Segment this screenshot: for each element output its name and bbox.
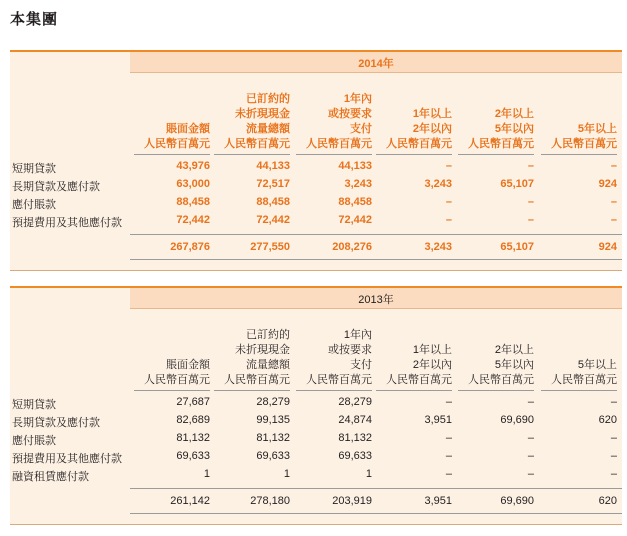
table-cell: 28,279 <box>256 396 290 408</box>
table-cell: – <box>610 396 617 408</box>
table-cell: 3,243 <box>344 178 372 190</box>
page-title: 本集團 <box>10 11 59 28</box>
total-cell: 65,107 <box>500 241 534 253</box>
table-cell: – <box>527 468 534 480</box>
header-underline <box>296 390 372 391</box>
table-cell: 43,976 <box>176 160 210 172</box>
table-2014 <box>10 50 622 271</box>
column-header-line: 1年內 <box>343 93 372 105</box>
header-underline <box>134 154 210 155</box>
table-cell: 620 <box>598 414 617 426</box>
column-header-line: 已訂約的 <box>246 329 290 341</box>
table-cell: – <box>610 432 617 444</box>
table-cell: 28,279 <box>338 396 372 408</box>
header-underline <box>296 154 372 155</box>
column-header <box>130 122 210 152</box>
table-row <box>10 394 622 411</box>
table-cell: – <box>445 160 452 172</box>
column-header-line: 人民幣百萬元 <box>551 374 617 386</box>
column-header-line: 5年以內 <box>494 359 534 371</box>
table-cell: 88,458 <box>256 196 290 208</box>
row-label: 預提費用及其他應付款 <box>12 217 122 229</box>
column-header-line: 賬面金額 <box>166 123 210 135</box>
column-header <box>292 328 372 388</box>
table-cell: – <box>610 468 617 480</box>
table-cell: 72,442 <box>256 214 290 226</box>
column-header-line: 1年以上 <box>412 344 452 356</box>
table-row <box>10 466 622 483</box>
year-label: 2013年 <box>358 294 394 306</box>
table-cell: – <box>610 214 617 226</box>
column-header-line: 人民幣百萬元 <box>468 374 534 386</box>
table-cell: 1 <box>203 468 210 480</box>
table-cell: 1 <box>365 468 372 480</box>
total-bottom-rule <box>130 259 622 260</box>
column-header-line: 未折現現金 <box>235 108 290 120</box>
row-label: 短期貸款 <box>12 399 56 411</box>
table-cell: 63,000 <box>176 178 210 190</box>
column-header-line: 人民幣百萬元 <box>224 138 290 150</box>
column-header-line: 人民幣百萬元 <box>386 374 452 386</box>
table-cell: 65,107 <box>500 178 534 190</box>
table-cell: 81,132 <box>338 432 372 444</box>
total-cell: 208,276 <box>332 241 372 253</box>
column-header-line: 人民幣百萬元 <box>386 138 452 150</box>
table-cell: – <box>527 214 534 226</box>
column-header-line: 人民幣百萬元 <box>306 374 372 386</box>
table-cell: – <box>527 396 534 408</box>
column-header-line: 支付 <box>350 359 372 371</box>
header-underline <box>541 390 617 391</box>
column-header-line: 人民幣百萬元 <box>551 138 617 150</box>
table-cell: – <box>445 468 452 480</box>
table-cell: 924 <box>598 178 617 190</box>
table-row <box>10 176 622 193</box>
row-label: 長期貸款及應付款 <box>12 181 100 193</box>
column-header <box>537 358 617 388</box>
table-body <box>10 52 622 270</box>
table-cell: 27,687 <box>176 396 210 408</box>
table-cell: – <box>527 432 534 444</box>
table-cell: 72,442 <box>176 214 210 226</box>
table-cell: 44,133 <box>338 160 372 172</box>
row-label: 融資租賃應付款 <box>12 471 89 483</box>
table-cell: – <box>527 160 534 172</box>
column-header-line: 人民幣百萬元 <box>306 138 372 150</box>
row-label: 長期貸款及應付款 <box>12 417 100 429</box>
column-header-line: 賬面金額 <box>166 359 210 371</box>
header-underline <box>376 154 452 155</box>
row-label: 短期貸款 <box>12 163 56 175</box>
column-header <box>454 107 534 152</box>
table-cell: 82,689 <box>176 414 210 426</box>
header-underline <box>458 154 534 155</box>
table-cell: 24,874 <box>338 414 372 426</box>
table-2013 <box>10 286 622 525</box>
header-underline <box>134 390 210 391</box>
total-cell: 261,142 <box>170 495 210 507</box>
total-rule <box>130 488 622 489</box>
total-cell: 277,550 <box>250 241 290 253</box>
column-header <box>372 107 452 152</box>
total-bottom-rule <box>130 513 622 514</box>
column-header-line: 5年以內 <box>494 123 534 135</box>
column-header-line: 2年以上 <box>494 108 534 120</box>
column-header-line: 2年以上 <box>494 344 534 356</box>
column-header <box>372 343 452 388</box>
table-cell: 72,517 <box>256 178 290 190</box>
table-cell: – <box>445 196 452 208</box>
table-cell: 88,458 <box>338 196 372 208</box>
column-header-line: 人民幣百萬元 <box>144 374 210 386</box>
bottom-rule <box>10 270 622 271</box>
table-cell: 3,243 <box>424 178 452 190</box>
column-header-line: 人民幣百萬元 <box>224 374 290 386</box>
header-underline <box>214 390 290 391</box>
row-label: 應付賬款 <box>12 199 56 211</box>
header-underline <box>214 154 290 155</box>
table-cell: 72,442 <box>338 214 372 226</box>
table-cell: – <box>610 450 617 462</box>
column-header-line: 2年以內 <box>412 123 452 135</box>
column-header-line: 1年以上 <box>412 108 452 120</box>
column-header <box>292 92 372 152</box>
total-cell: 3,243 <box>424 241 452 253</box>
total-cell: 278,180 <box>250 495 290 507</box>
table-cell: – <box>445 432 452 444</box>
column-header-line: 已訂約的 <box>246 93 290 105</box>
column-header-line: 流量總額 <box>246 123 290 135</box>
total-cell: 3,951 <box>424 495 452 507</box>
total-row <box>10 239 622 256</box>
table-cell: 99,135 <box>256 414 290 426</box>
table-body <box>10 288 622 524</box>
column-header <box>210 92 290 152</box>
column-header-line: 5年以上 <box>577 123 617 135</box>
column-header-line: 人民幣百萬元 <box>144 138 210 150</box>
total-cell: 203,919 <box>332 495 372 507</box>
row-label: 應付賬款 <box>12 435 56 447</box>
table-cell: – <box>610 160 617 172</box>
total-rule <box>130 234 622 235</box>
table-cell: – <box>445 396 452 408</box>
column-header-line: 未折現現金 <box>235 344 290 356</box>
table-cell: 69,690 <box>500 414 534 426</box>
header-underline <box>458 390 534 391</box>
table-row <box>10 158 622 175</box>
column-header-line: 人民幣百萬元 <box>468 138 534 150</box>
column-header-line: 1年內 <box>343 329 372 341</box>
total-cell: 620 <box>598 495 617 507</box>
row-label: 預提費用及其他應付款 <box>12 453 122 465</box>
table-cell: – <box>610 196 617 208</box>
table-row <box>10 212 622 229</box>
table-cell: 69,633 <box>256 450 290 462</box>
table-cell: 44,133 <box>256 160 290 172</box>
table-cell: 81,132 <box>176 432 210 444</box>
table-cell: 88,458 <box>176 196 210 208</box>
column-header <box>130 358 210 388</box>
table-cell: 69,633 <box>338 450 372 462</box>
table-row <box>10 194 622 211</box>
total-row <box>10 493 622 510</box>
column-header-line: 支付 <box>350 123 372 135</box>
table-row <box>10 430 622 447</box>
column-header-line: 或按要求 <box>328 108 372 120</box>
table-cell: 3,951 <box>424 414 452 426</box>
column-header <box>454 343 534 388</box>
table-row <box>10 448 622 465</box>
table-cell: – <box>445 450 452 462</box>
table-cell: 69,633 <box>176 450 210 462</box>
table-cell: 81,132 <box>256 432 290 444</box>
header-underline <box>541 154 617 155</box>
table-cell: – <box>445 214 452 226</box>
column-header-line: 5年以上 <box>577 359 617 371</box>
table-cell: – <box>527 196 534 208</box>
column-header <box>537 122 617 152</box>
year-label: 2014年 <box>358 58 394 70</box>
bottom-rule <box>10 524 622 525</box>
table-row <box>10 412 622 429</box>
table-cell: 1 <box>283 468 290 480</box>
table-cell: – <box>527 450 534 462</box>
total-cell: 267,876 <box>170 241 210 253</box>
total-cell: 924 <box>598 241 617 253</box>
header-underline <box>376 390 452 391</box>
column-header-line: 2年以內 <box>412 359 452 371</box>
column-header <box>210 328 290 388</box>
total-cell: 69,690 <box>500 495 534 507</box>
column-header-line: 或按要求 <box>328 344 372 356</box>
column-header-line: 流量總額 <box>246 359 290 371</box>
